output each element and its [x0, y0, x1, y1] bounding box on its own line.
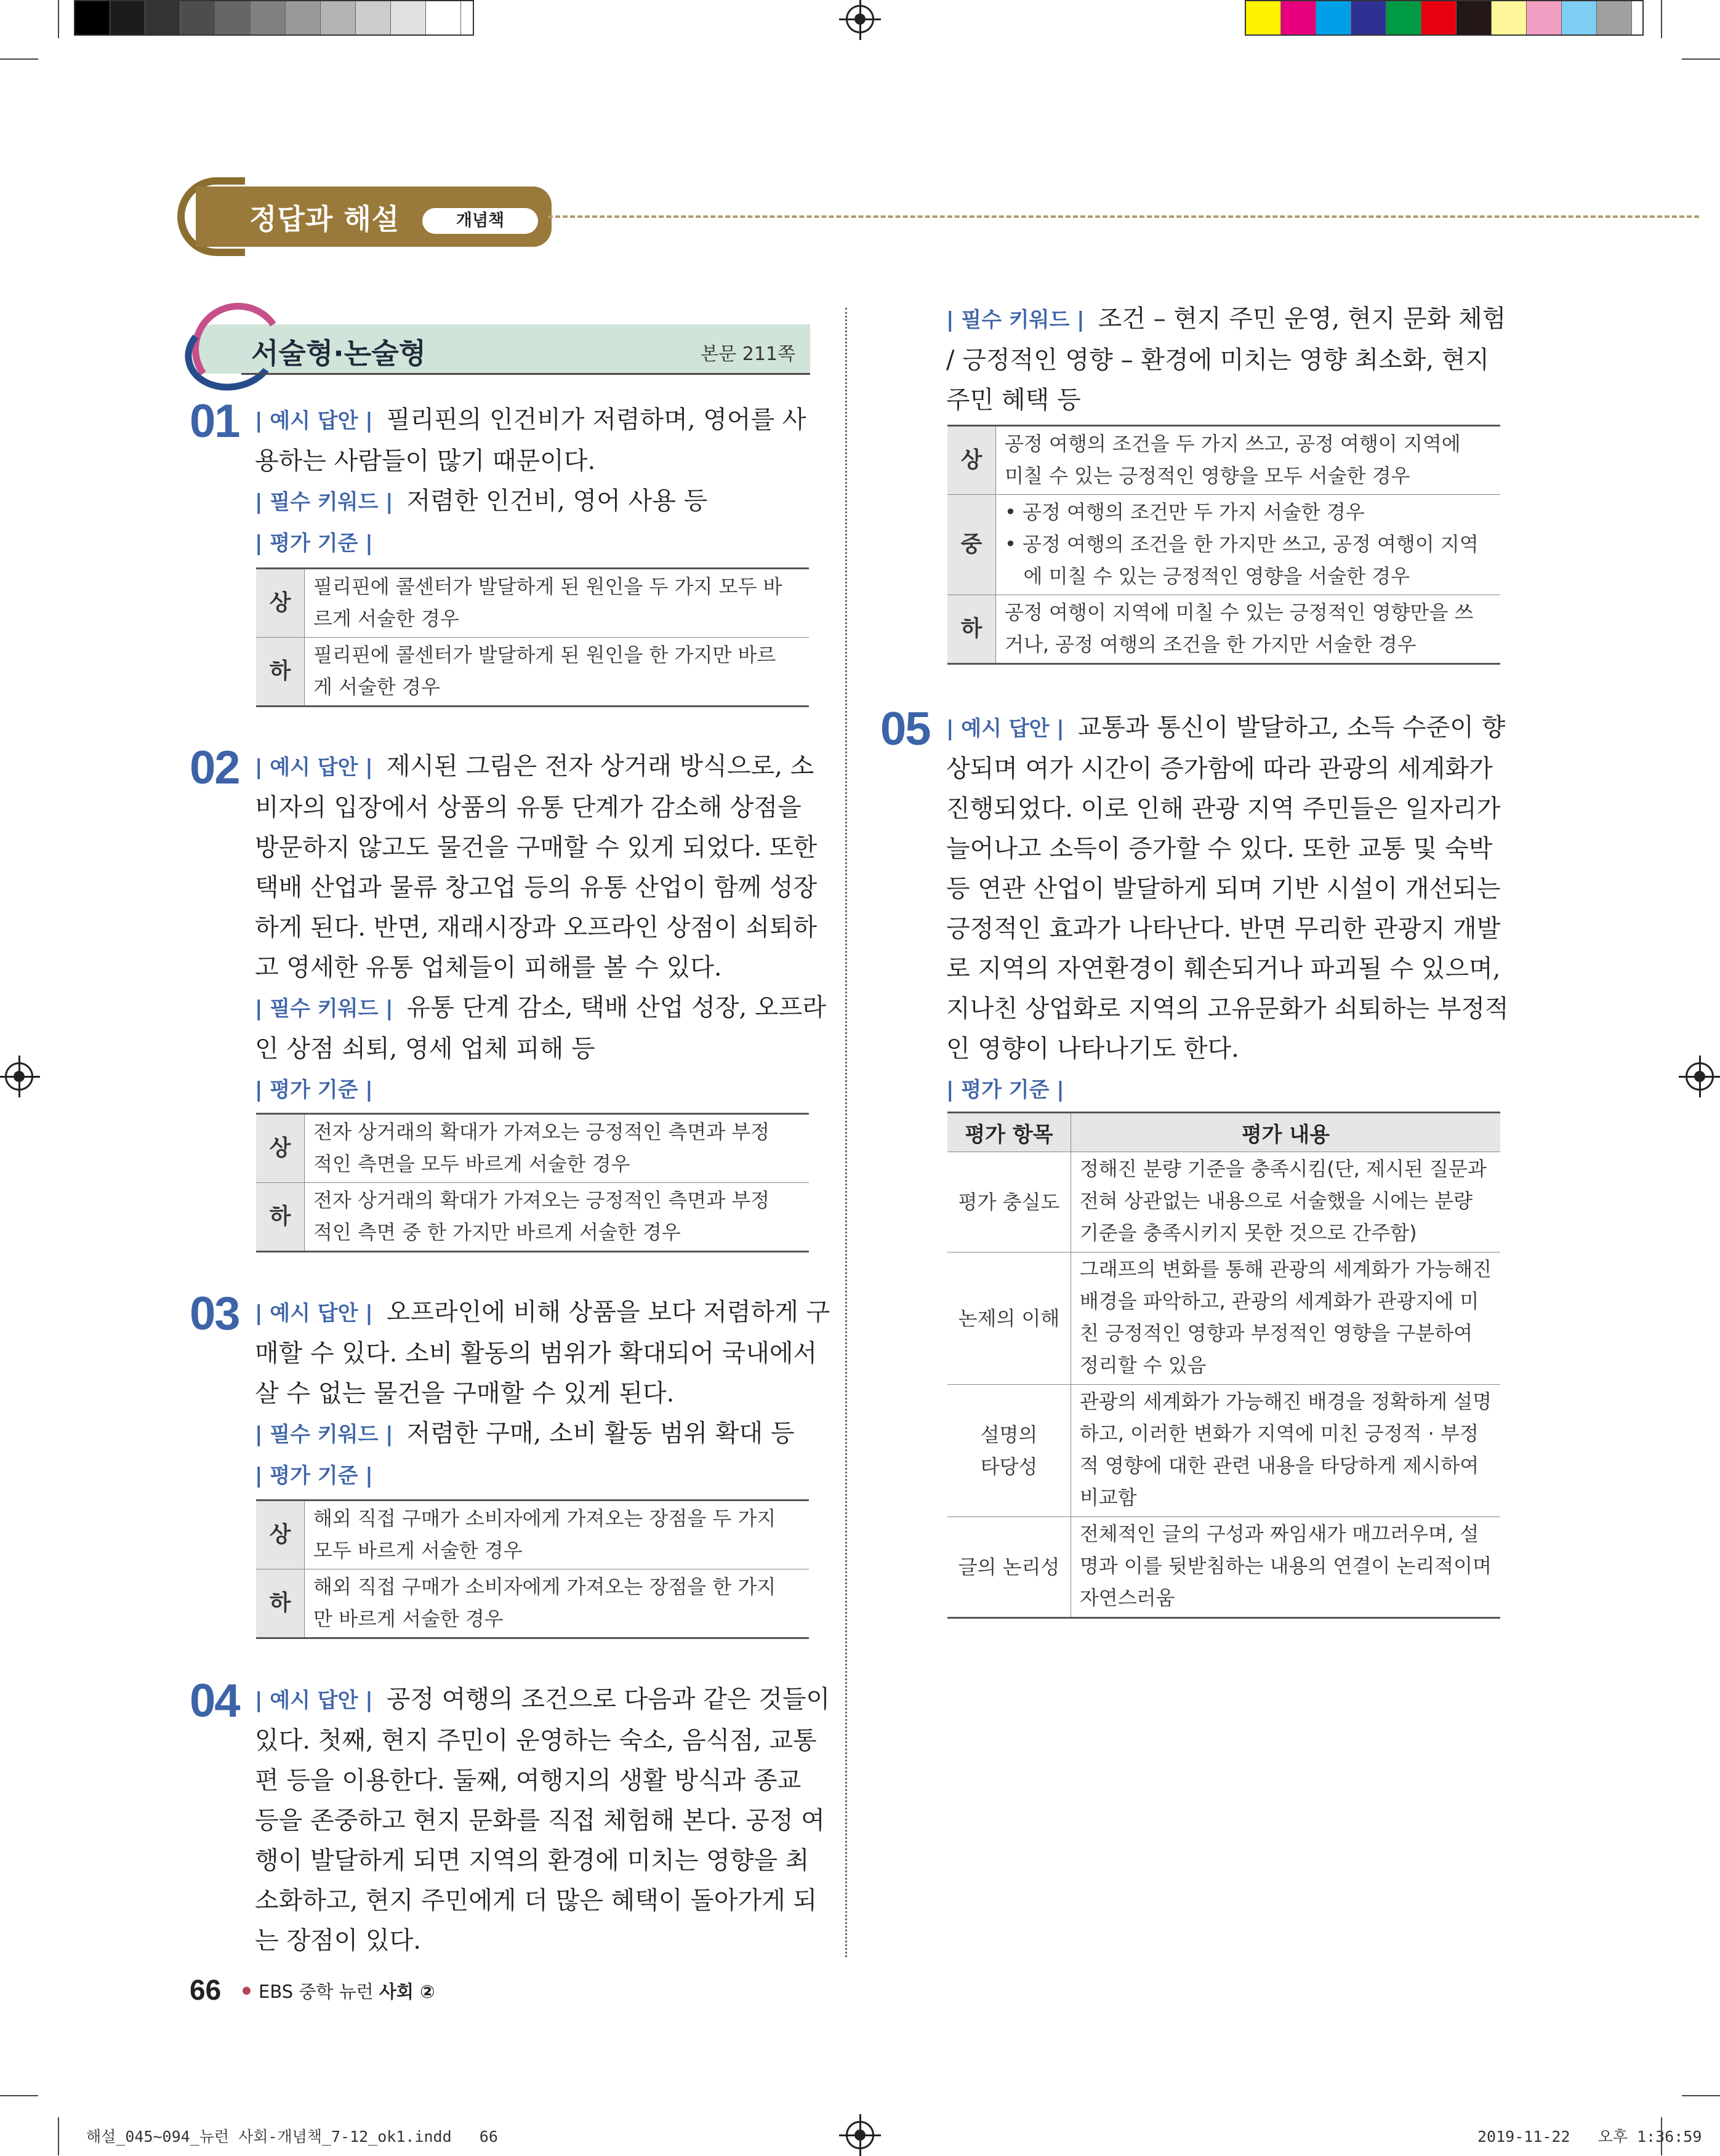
gray-swatch — [110, 1, 145, 34]
answer-line: 긍정적인 효과가 나타난다. 반면 무리한 관광지 개발 — [946, 915, 1501, 943]
answer-line: 택배 산업과 물류 창고업 등의 유통 산업이 함께 성장 — [255, 873, 818, 902]
criteria-text: 친 긍정적인 영향과 부정적인 영향을 구분하여 — [1079, 1321, 1473, 1345]
file-slug: 해설_045~094_뉴런 사회-개념책_7-12_ok1.indd 66 — [86, 2128, 498, 2146]
question-number: 05 — [880, 703, 930, 755]
color-swatch — [1527, 1, 1562, 34]
keyword-line: 인 상점 쇠퇴, 영세 업체 피해 등 — [255, 1035, 595, 1063]
criteria-text: 적인 측면 중 한 가지만 바르게 서술한 경우 — [313, 1220, 681, 1244]
gray-swatch — [180, 1, 215, 34]
keyword-label: | 필수 키워드 | — [255, 1422, 393, 1447]
criteria-text: 적 영향에 대한 관련 내용을 타당하게 제시하여 — [1079, 1454, 1479, 1477]
criteria-text: 게 서술한 경우 — [313, 675, 440, 699]
keyword-label: | 필수 키워드 | — [946, 308, 1085, 332]
color-swatch — [1597, 1, 1632, 34]
crop-mark — [58, 0, 59, 38]
answer-label: | 예시 답안 | — [255, 409, 373, 433]
color-swatch — [1421, 1, 1457, 34]
criteria-text: 해외 직접 구매가 소비자에게 가져오는 장점을 두 가지 — [313, 1507, 776, 1530]
criteria-table-q1 — [256, 567, 809, 707]
gray-swatch — [286, 1, 321, 34]
criteria-label: | 평가 기준 | — [255, 531, 373, 556]
grade-cell: 상 — [256, 1501, 305, 1569]
criteria-text: 필리핀에 콜센터가 발달하게 된 원인을 한 가지만 바르 — [313, 643, 776, 667]
criteria-text: 전혀 상관없는 내용으로 서술했을 시에는 분량 — [1079, 1189, 1473, 1212]
column-separator — [845, 308, 847, 1957]
evaluation-table-q5 — [947, 1112, 1500, 1619]
color-swatch — [1316, 1, 1351, 34]
color-swatch — [1246, 1, 1281, 34]
crop-mark — [1661, 0, 1662, 38]
gray-swatch — [251, 1, 286, 34]
page-number: 66 — [190, 1974, 222, 2006]
answer-line: 는 장점이 있다. — [255, 1926, 421, 1955]
criteria-label: | 평가 기준 | — [255, 1464, 373, 1488]
print-timestamp: 2019-11-22 오후 1:36:59 — [1477, 2128, 1702, 2146]
color-swatch — [1492, 1, 1527, 34]
color-swatch — [1351, 1, 1386, 34]
keyword-line: / 긍정적인 영향 – 환경에 미치는 영향 최소화, 현지 — [946, 346, 1490, 374]
item-cell: 논제의 이해 — [958, 1307, 1060, 1330]
book-prefix: EBS 중학 뉴런 — [259, 1981, 374, 2002]
keyword-label: | 필수 키워드 | — [255, 490, 393, 515]
header-dashed-rule — [548, 215, 1699, 218]
registration-mark-left — [5, 1062, 33, 1091]
item-cell: 설명의 — [980, 1423, 1038, 1446]
table-row — [947, 495, 1500, 595]
answer-label: | 예시 답안 | — [946, 716, 1064, 741]
criteria-text: 전자 상거래의 확대가 가져오는 긍정적인 측면과 부정 — [313, 1120, 770, 1144]
color-swatch — [1562, 1, 1597, 34]
table-row — [947, 1252, 1500, 1385]
answer-line: 등을 존중하고 현지 문화를 직접 체험해 본다. 공정 여 — [255, 1806, 825, 1835]
registration-mark-bottom — [846, 2121, 874, 2149]
table-row — [256, 1569, 809, 1638]
criteria-text: 정리할 수 있음 — [1079, 1353, 1207, 1377]
criteria-text: 에 미칠 수 있는 긍정적인 영향을 서술한 경우 — [1005, 564, 1410, 588]
registration-mark-right — [1686, 1062, 1714, 1091]
gray-swatch — [391, 1, 426, 34]
grade-cell: 하 — [256, 638, 305, 707]
crop-mark — [1682, 2095, 1720, 2096]
answer-line: 상되며 여가 시간이 증가함에 따라 관광의 세계화가 — [946, 755, 1493, 783]
criteria-text: 만 바르게 서술한 경우 — [313, 1607, 504, 1630]
gray-swatch — [426, 1, 461, 34]
answer-block-q1 — [255, 400, 809, 564]
grade-cell: 상 — [947, 426, 996, 495]
table-row — [256, 569, 809, 638]
keyword-line: 저렴한 구매, 소비 활동 범위 확대 등 — [406, 1419, 795, 1448]
section-title: 서술형·논술형 — [251, 337, 427, 370]
answer-line: 방문하지 않고도 물건을 구매할 수 있게 되었다. 또한 — [255, 833, 818, 862]
table-row — [947, 1152, 1500, 1252]
answer-line: 있다. 첫째, 현지 주민이 운영하는 숙소, 음식점, 교통 — [255, 1726, 817, 1755]
gray-calibration-bar — [74, 0, 474, 36]
color-swatch — [1457, 1, 1492, 34]
answer-label: | 예시 답안 | — [255, 1688, 373, 1713]
crop-mark — [58, 2117, 59, 2155]
answer-line: 늘어나고 소득이 증가할 수 있다. 또한 교통 및 숙박 — [946, 835, 1493, 863]
criteria-text: 해외 직접 구매가 소비자에게 가져오는 장점을 한 가지 — [313, 1575, 776, 1598]
criteria-label: | 평가 기준 | — [255, 1078, 373, 1102]
criteria-table-q2 — [256, 1113, 809, 1252]
criteria-text: 하고, 이러한 변화가 지역에 미친 긍정적 · 부정 — [1079, 1422, 1479, 1445]
color-calibration-bar — [1245, 0, 1644, 36]
grade-cell: 중 — [947, 495, 996, 595]
answer-line: 제시된 그림은 전자 상거래 방식으로, 소 — [386, 752, 814, 780]
criteria-text: 비교함 — [1079, 1486, 1137, 1509]
answer-block-q4 — [255, 1680, 830, 1961]
table-row — [256, 1114, 809, 1183]
criteria-text: 르게 서술한 경우 — [313, 607, 459, 630]
criteria-text: 공정 여행이 지역에 미칠 수 있는 긍정적인 영향만을 쓰 — [1005, 601, 1474, 624]
answer-line: 로 지역의 자연환경이 훼손되거나 파괴될 수 있으며, — [946, 955, 1501, 983]
color-swatch — [1386, 1, 1421, 34]
answer-line: 행이 발달하게 되면 지역의 환경에 미치는 영향을 최 — [255, 1846, 810, 1875]
keyword-line: 저렴한 인건비, 영어 사용 등 — [406, 487, 708, 515]
answer-line: 소화하고, 현지 주민에게 더 많은 혜택이 돌아가게 되 — [255, 1886, 818, 1915]
header-title: 정답과 해설 — [249, 202, 400, 236]
keyword-block-q4 — [946, 299, 1506, 420]
criteria-text: 적인 측면을 모두 바르게 서술한 경우 — [313, 1152, 630, 1176]
book-subject: 사회 ② — [379, 1981, 435, 2002]
answer-line: 용하는 사람들이 많기 때문이다. — [255, 447, 596, 475]
answer-block-q2 — [255, 747, 826, 1110]
criteria-text: 모두 바르게 서술한 경우 — [313, 1539, 523, 1562]
gray-swatch — [145, 1, 180, 34]
criteria-text: 미칠 수 있는 긍정적인 영향을 모두 서술한 경우 — [1005, 464, 1410, 487]
table-row — [947, 1517, 1500, 1618]
question-number: 04 — [190, 1675, 239, 1727]
criteria-text: 전체적인 글의 구성과 짜임새가 매끄러우며, 설 — [1079, 1522, 1479, 1545]
grade-cell: 하 — [256, 1569, 305, 1638]
answer-line: 하게 된다. 반면, 재래시장과 오프라인 상점이 쇠퇴하 — [255, 913, 818, 942]
color-swatch — [1281, 1, 1316, 34]
crop-mark — [0, 2095, 38, 2096]
keyword-line: 조건 – 현지 주민 운영, 현지 문화 체험 — [1098, 305, 1506, 333]
answer-line: 인 영향이 나타나기도 한다. — [946, 1035, 1239, 1063]
item-cell: 평가 충실도 — [958, 1190, 1060, 1214]
registration-mark-top — [846, 5, 874, 33]
answer-line: 진행되었다. 이로 인해 관광 지역 주민들은 일자리가 — [946, 795, 1501, 823]
header-badge: 개념책 — [422, 208, 538, 234]
criteria-text: 거나, 공정 여행의 조건을 한 가지만 서술한 경우 — [1005, 633, 1417, 656]
answer-line: 지나친 상업화로 지역의 고유문화가 쇠퇴하는 부정적 — [946, 995, 1509, 1023]
answer-line: 오프라인에 비해 상품을 보다 저렴하게 구 — [386, 1298, 830, 1326]
gray-swatch — [215, 1, 251, 34]
question-number: 01 — [190, 395, 239, 447]
footer-bullet — [243, 1987, 251, 1995]
criteria-text: • 공정 여행의 조건만 두 가지 서술한 경우 — [1005, 500, 1365, 524]
criteria-text: 정해진 분량 기준을 충족시킴(단, 제시된 질문과 — [1079, 1157, 1487, 1180]
book-title — [259, 1978, 435, 2003]
answer-line: 비자의 입장에서 상품의 유통 단계가 감소해 상점을 — [255, 793, 802, 822]
table-row — [256, 638, 809, 707]
answer-block-q3 — [255, 1292, 830, 1496]
section-underline — [241, 373, 810, 375]
column-header: 평가 항목 — [947, 1113, 1071, 1152]
criteria-text: 필리핀에 콜센터가 발달하게 된 원인을 두 가지 모두 바 — [313, 575, 782, 598]
table-row — [947, 595, 1500, 664]
grade-cell: 상 — [256, 1114, 305, 1183]
answer-line: 고 영세한 유통 업체들이 피해를 볼 수 있다. — [255, 953, 722, 982]
keyword-line: 주민 혜택 등 — [946, 386, 1081, 414]
criteria-text: 자연스러움 — [1079, 1586, 1175, 1609]
criteria-text: 배경을 파악하고, 관광의 세계화가 관광지에 미 — [1079, 1289, 1479, 1313]
answer-line: 편 등을 이용한다. 둘째, 여행지의 생활 방식과 종교 — [255, 1766, 802, 1795]
criteria-table-q4 — [947, 425, 1500, 665]
question-number: 02 — [190, 742, 239, 794]
answer-block-q5 — [946, 708, 1509, 1110]
answer-line: 공정 여행의 조건으로 다음과 같은 것들이 — [386, 1685, 830, 1713]
grade-cell: 하 — [947, 595, 996, 664]
criteria-text: 기준을 충족시키지 못한 것으로 간주함) — [1079, 1221, 1417, 1244]
criteria-text: 명과 이를 뒷받침하는 내용의 연결이 논리적이며 — [1079, 1554, 1492, 1577]
table-row — [947, 1385, 1500, 1517]
keyword-line: 유통 단계 감소, 택배 산업 성장, 오프라 — [406, 993, 826, 1022]
item-cell: 글의 논리성 — [958, 1555, 1060, 1579]
answer-label: | 예시 답안 | — [255, 755, 373, 780]
grade-cell: 상 — [256, 569, 305, 638]
criteria-label: | 평가 기준 | — [946, 1078, 1064, 1102]
table-row — [256, 1501, 809, 1569]
answer-line: 교통과 통신이 발달하고, 소득 수준이 향 — [1077, 713, 1506, 742]
gray-swatch — [321, 1, 356, 34]
answer-line: 살 수 없는 물건을 구매할 수 있게 된다. — [255, 1379, 675, 1408]
criteria-text: 전자 상거래의 확대가 가져오는 긍정적인 측면과 부정 — [313, 1188, 770, 1212]
criteria-table-q3 — [256, 1499, 809, 1639]
item-cell: 타당성 — [980, 1455, 1038, 1478]
table-row — [256, 1183, 809, 1252]
answer-line: 매할 수 있다. 소비 활동의 범위가 확대되어 국내에서 — [255, 1339, 818, 1368]
criteria-text: 공정 여행의 조건을 두 가지 쓰고, 공정 여행이 지역에 — [1005, 432, 1461, 455]
keyword-label: | 필수 키워드 | — [255, 996, 393, 1021]
criteria-text: 관광의 세계화가 가능해진 배경을 정확하게 설명 — [1079, 1390, 1492, 1413]
answer-label: | 예시 답안 | — [255, 1301, 373, 1326]
criteria-text: • 공정 여행의 조건을 한 가지만 쓰고, 공정 여행이 지역 — [1005, 532, 1479, 556]
grade-cell: 하 — [256, 1183, 305, 1252]
question-number: 03 — [190, 1288, 239, 1340]
gray-swatch — [75, 1, 110, 34]
criteria-text: 그래프의 변화를 통해 관광의 세계화가 가능해진 — [1079, 1257, 1492, 1281]
table-row — [947, 426, 1500, 495]
column-header: 평가 내용 — [1071, 1113, 1500, 1152]
answer-line: 필리핀의 인건비가 저렴하며, 영어를 사 — [386, 406, 806, 434]
crop-mark — [1682, 58, 1720, 60]
crop-mark — [0, 58, 38, 60]
table-header-row — [947, 1113, 1500, 1152]
gray-swatch — [356, 1, 391, 34]
answer-line: 등 연관 산업이 발달하게 되며 기반 시설이 개선되는 — [946, 875, 1501, 903]
section-page-ref: 본문 211쪽 — [701, 343, 795, 365]
